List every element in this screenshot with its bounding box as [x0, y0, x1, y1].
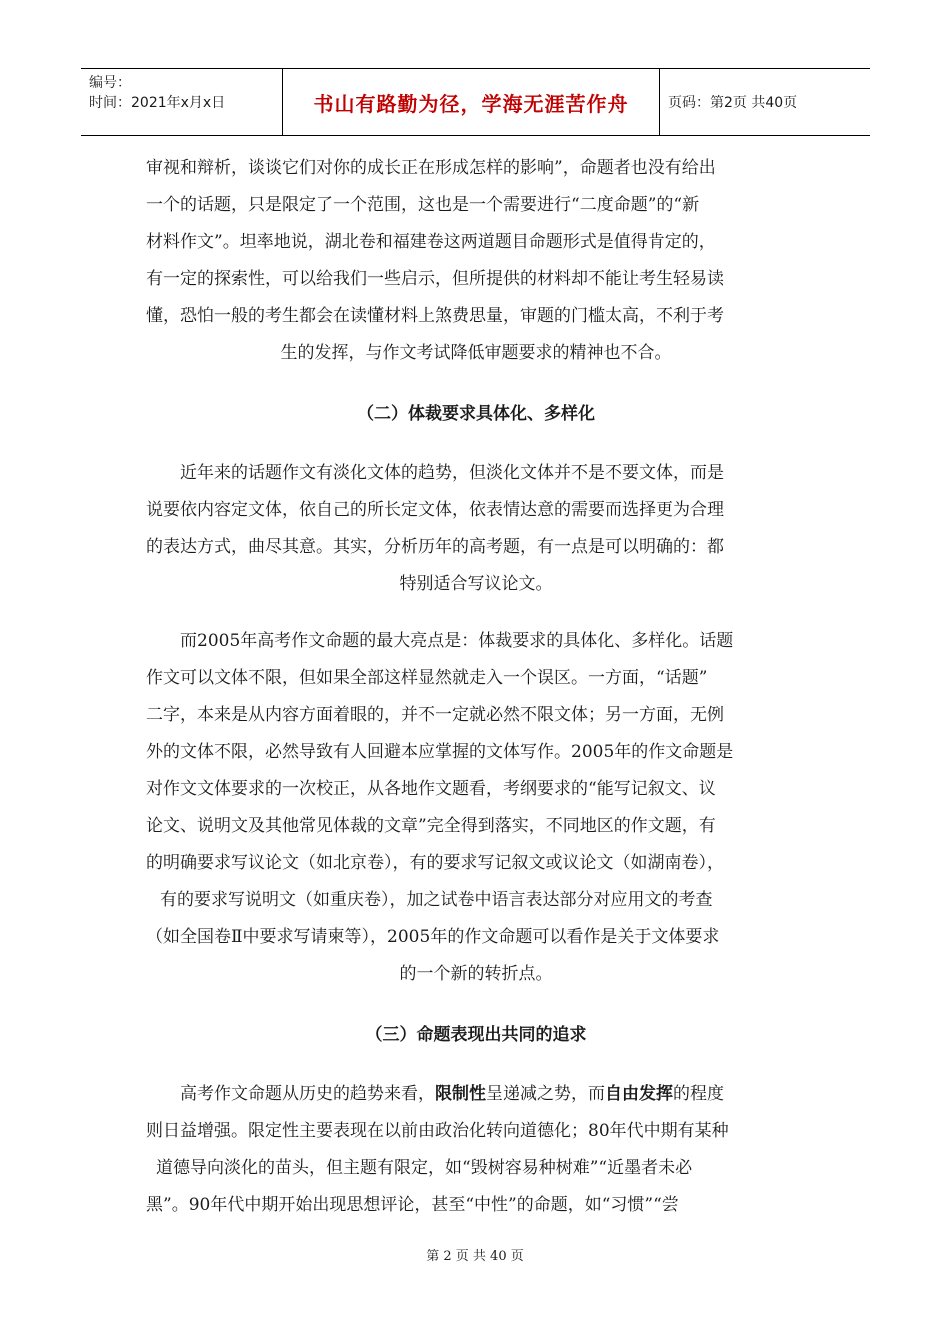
p4-text-c: 呈递减之势，而 [486, 1084, 605, 1104]
p2-line-last: 特别适合写议论文。 [399, 574, 553, 594]
p4-bold-freedom: 自由发挥 [605, 1084, 673, 1104]
p4-text-a: 高考作文命题从历史的趋势来看， [180, 1084, 435, 1104]
p4-line-1 [146, 1084, 724, 1104]
document-body [146, 150, 806, 1224]
p3-line-9: （如全国卷Ⅱ中要求写请柬等），2005年的作文命题可以看作是关于文体要求 [146, 927, 720, 947]
p1-line-2: 一个的话题，只是限定了一个范围，这也是一个需要进行“二度命题”的“新 [146, 195, 700, 215]
header-motto-cell [283, 69, 660, 135]
paragraph-2 [146, 455, 806, 603]
paragraph-4 [146, 1076, 806, 1224]
p3-line-4: 外的文体不限，必然导致有人回避本应掌握的文体写作。2005年的作文命题是 [146, 742, 734, 762]
p2-line-3: 的表达方式，曲尽其意。其实，分析历年的高考题，有一点是可以明确的：都 [146, 537, 724, 557]
page-footer: 第 2 页 共 40 页 [426, 1249, 524, 1264]
p1-line-5: 懂，恐怕一般的考生都会在读懂材料上煞费思量，审题的门槛太高，不利于考 [146, 306, 724, 326]
header-time: 时间：2021年x月x日 [89, 95, 226, 111]
p4-text-e: 的程度 [673, 1084, 724, 1104]
p3-line-1: 而2005年高考作文命题的最大亮点是：体裁要求的具体化、多样化。话题 [180, 631, 734, 651]
header-meta [81, 69, 283, 135]
p3-line-7: 的明确要求写议论文（如北京卷），有的要求写记叙文或议论文（如湖南卷）， [146, 853, 724, 873]
p1-line-1: 审视和辩析，谈谈它们对你的成长正在形成怎样的影响”，命题者也没有给出 [146, 158, 716, 178]
p2-line-2: 说要依内容定文体，依自己的所长定文体，依表情达意的需要而选择更为合理 [146, 500, 724, 520]
p4-bold-restriction: 限制性 [435, 1084, 486, 1104]
paragraph-3 [146, 623, 806, 993]
p3-line-last: 的一个新的转折点。 [399, 964, 553, 984]
p3-line-2: 作文可以文体不限，但如果全部这样显然就走入一个误区。一方面，“话题” [146, 668, 708, 688]
p3-line-3: 二字，本来是从内容方面着眼的，并不一定就必然不限文体；另一方面，无例 [146, 705, 724, 725]
section-heading-3: （三）命题表现出共同的追求 [365, 1025, 587, 1045]
paragraph-1 [146, 150, 806, 372]
p4-line-3: 道德导向淡化的苗头，但主题有限定，如“毁树容易种树难”“近墨者未必 [156, 1158, 693, 1178]
p2-line-1: 近年来的话题作文有淡化文体的趋势，但淡化文体并不是不要文体，而是 [180, 463, 724, 483]
p4-line-2: 则日益增强。限定性主要表现在以前由政治化转向道德化；80年代中期有某种 [146, 1121, 729, 1141]
p3-line-5: 对作文文体要求的一次校正，从各地作文题看，考纲要求的“能写记叙文、议 [146, 779, 716, 799]
header-number: 编号： [89, 75, 131, 91]
p1-line-3: 材料作文”。坦率地说，湖北卷和福建卷这两道题目命题形式是值得肯定的， [146, 232, 716, 252]
p1-line-4: 有一定的探索性，可以给我们一些启示，但所提供的材料却不能让考生轻易读 [146, 269, 724, 289]
p4-line-4: 黑”。90年代中期开始出现思想评论，甚至“中性”的命题，如“习惯”“尝 [146, 1195, 679, 1215]
p3-line-6: 论文、说明文及其他常见体裁的文章”完全得到落实，不同地区的作文题，有 [146, 816, 716, 836]
section-heading-2: （二）体裁要求具体化、多样化 [357, 404, 595, 424]
header-page-info: 页码：第2页 共40页 [668, 95, 798, 111]
header-motto: 书山有路勤为径，学海无涯苦作舟 [313, 91, 629, 116]
page-header [81, 68, 870, 136]
p3-line-8: 有的要求写说明文（如重庆卷），加之试卷中语言表达部分对应用文的考查 [160, 890, 713, 910]
p1-line-last: 生的发挥，与作文考试降低审题要求的精神也不合。 [280, 343, 672, 363]
